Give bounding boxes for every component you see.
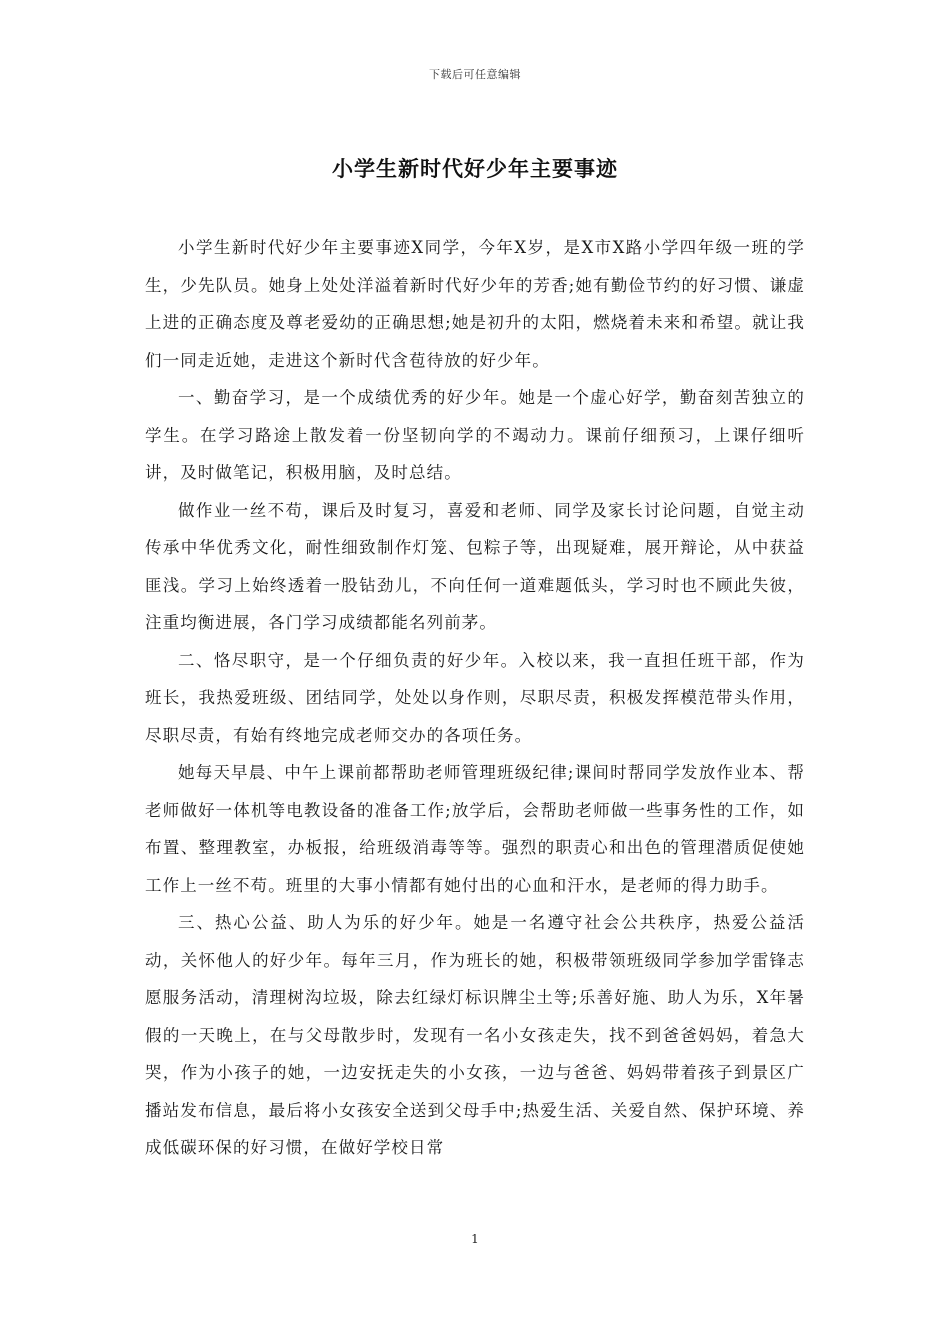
paragraph-study: 一、勤奋学习，是一个成绩优秀的好少年。她是一个虚心好学，勤奋刻苦独立的学生。在学习路途上散发着一份坚韧向学的不竭动力。课前仔细预习，上课仔细听讲，及时做笔记，积极用脑，及时总结。 <box>145 388 805 482</box>
paragraph-public-welfare: 三、热心公益、助人为乐的好少年。她是一名遵守社会公共秩序，热爱公益活动，关怀他人的好少年。每年三月，作为班长的她，积极带领班级同学参加学雷锋志愿服务活动，清理树沟垃圾，除去红绿灯标识牌尘土等;乐善好施、助人为乐，X年暑假的一天晚上，在与父母散步时，发现有一名小女孩走失，找不到爸爸妈妈，着急大哭，作为小孩子的她，一边安抚走失的小女孩，一边与爸爸、妈妈带着孩子到景区广播站发布信息，最后将小女孩安全送到父母手中;热爱生活、关爱自然、保护环境、养成低碳环保的好习惯，在做好学校日常 <box>145 913 805 1157</box>
document-title: 小学生新时代好少年主要事迹 <box>332 157 618 181</box>
paragraph-homework: 做作业一丝不苟，课后及时复习，喜爱和老师、同学及家长讨论问题，自觉主动传承中华优秀文化，耐性细致制作灯笼、包粽子等，出现疑难，展开辩论，从中获益匪浅。学习上始终透着一股钻劲儿，不向任何一道难题低头，学习时也不顾此失彼，注重均衡进展，各门学习成绩都能名列前茅。 <box>145 500 805 632</box>
document-body <box>145 229 805 1167</box>
paragraph-daily-work: 她每天早晨、中午上课前都帮助老师管理班级纪律;课间时帮同学发放作业本、帮老师做好一体机等电教设备的准备工作;放学后，会帮助老师做一些事务性的工作，如布置、整理教室，办板报，给班级消毒等等。强烈的职责心和出色的管理潜质促使她工作上一丝不苟。班里的大事小情都有她付出的心血和汗水，是老师的得力助手。 <box>145 763 805 895</box>
paragraph-intro: 小学生新时代好少年主要事迹X同学，今年X岁，是X市X路小学四年级一班的学生，少先队员。她身上处处洋溢着新时代好少年的芳香;她有勤俭节约的好习惯、谦虚上进的正确态度及尊老爱幼的正确思想;她是初升的太阳，燃烧着未来和希望。就让我们一同走近她，走进这个新时代含苞待放的好少年。 <box>145 238 805 370</box>
page-header-note: 下载后可任意编辑 <box>429 68 521 81</box>
page-number: 1 <box>471 1232 479 1246</box>
paragraph-duty: 二、恪尽职守，是一个仔细负责的好少年。入校以来，我一直担任班干部，作为班长，我热爱班级、团结同学，处处以身作则，尽职尽责，积极发挥模范带头作用，尽职尽责，有始有终地完成老师交办的各项任务。 <box>145 650 805 745</box>
